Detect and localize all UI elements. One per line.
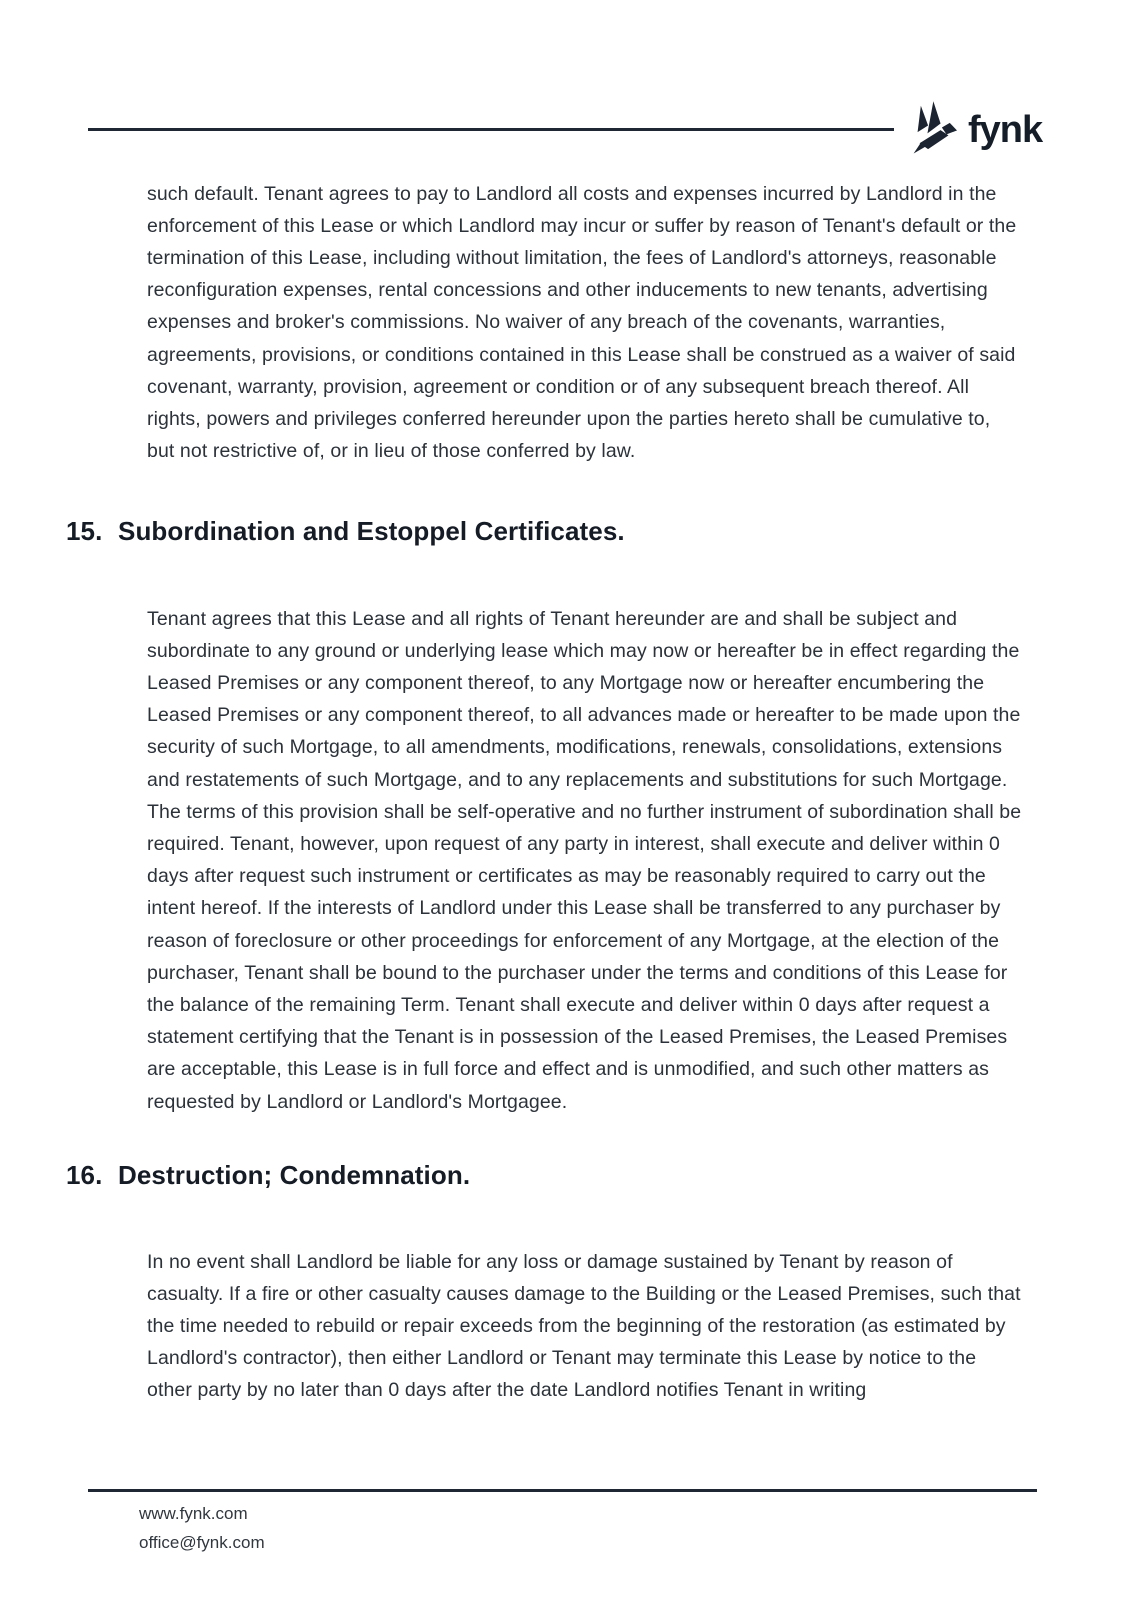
footer-email: office@fynk.com [139, 1533, 265, 1552]
footer-website: www.fynk.com [139, 1504, 248, 1523]
header-divider [88, 128, 894, 131]
intro-paragraph: such default. Tenant agrees to pay to Landlord all costs and expenses incurred by Landlord in the enforcement of this Lease or which Landlord may incur or suffer by reason of Tenant's default or the termination of this Lease, including without limitation, the fees of Landlord's attorneys, reasonable reconfiguration expenses, rental concessions and other inducements to new tenants, advertising expenses and broker's commissions. No waiver of any breach of the covenants, warranties, agreements, provisions, or conditions contained in this Lease shall be construed as a waiver of said covenant, warranty, provision, agreement or condition or of any subsequent breach thereof. All rights, powers and privileges conferred hereunder upon the parties hereto shall be cumulative to, but not restrictive of, or in lieu of those conferred by law. [147, 182, 1017, 463]
fynk-logo-wordmark: fynk [968, 109, 1043, 151]
section-heading-16 [66, 1160, 470, 1191]
section-number: 16. [66, 1160, 103, 1190]
section-heading-15 [66, 516, 625, 547]
origami-crane-icon [911, 99, 957, 155]
section-title: Destruction; Condemnation. [118, 1160, 471, 1190]
section-15-paragraph: Tenant agrees that this Lease and all rights of Tenant hereunder are and shall be subject and subordinate to any ground or underlying lease which may now or hereafter be in effect regarding the Leased Premises or any component thereof, to any Mortgage now or hereafter encumbering the Leased Premises or any component thereof, to all advances made or hereafter to be made upon the security of such Mortgage, to all amendments, modifications, renewals, consolidations, extensions and restatements of such Mortgage, and to any replacements and substitutions for such Mortgage. The terms of this provision shall be self-operative and no further instrument of subordination shall be required. Tenant, however, upon request of any party in interest, shall execute and deliver within 0 days after request such instrument or certificates as may be reasonably required to carry out the intent hereof. If the interests of Landlord under this Lease shall be transferred to any purchaser by reason of foreclosure or other proceedings for enforcement of any Mortgage, at the election of the purchaser, Tenant shall be bound to the purchaser under the terms and conditions of this Lease for the balance of the remaining Term. Tenant shall execute and deliver within 0 days after request a statement certifying that the Tenant is in possession of the Leased Premises, the Leased Premises are acceptable, this Lease is in full force and effect and is unmodified, and such other matters as requested by Landlord or Landlord's Mortgagee. [147, 607, 1022, 1113]
section-16-paragraph: In no event shall Landlord be liable for any loss or damage sustained by Tenant by reason of casualty. If a fire or other casualty causes damage to the Building or the Leased Premises, such that the time needed to rebuild or repair exceeds from the beginning of the restoration (as estimated by Landlord's contractor), then either Landlord or Tenant may terminate this Lease by notice to the other party by no later than 0 days after the date Landlord notifies Tenant in writing [147, 1250, 1021, 1402]
footer-divider [88, 1489, 1037, 1492]
footer-contact [139, 1499, 265, 1557]
section-number: 15. [66, 516, 103, 546]
section-title: Subordination and Estoppel Certificates. [118, 516, 625, 546]
fynk-logo [911, 99, 1042, 155]
